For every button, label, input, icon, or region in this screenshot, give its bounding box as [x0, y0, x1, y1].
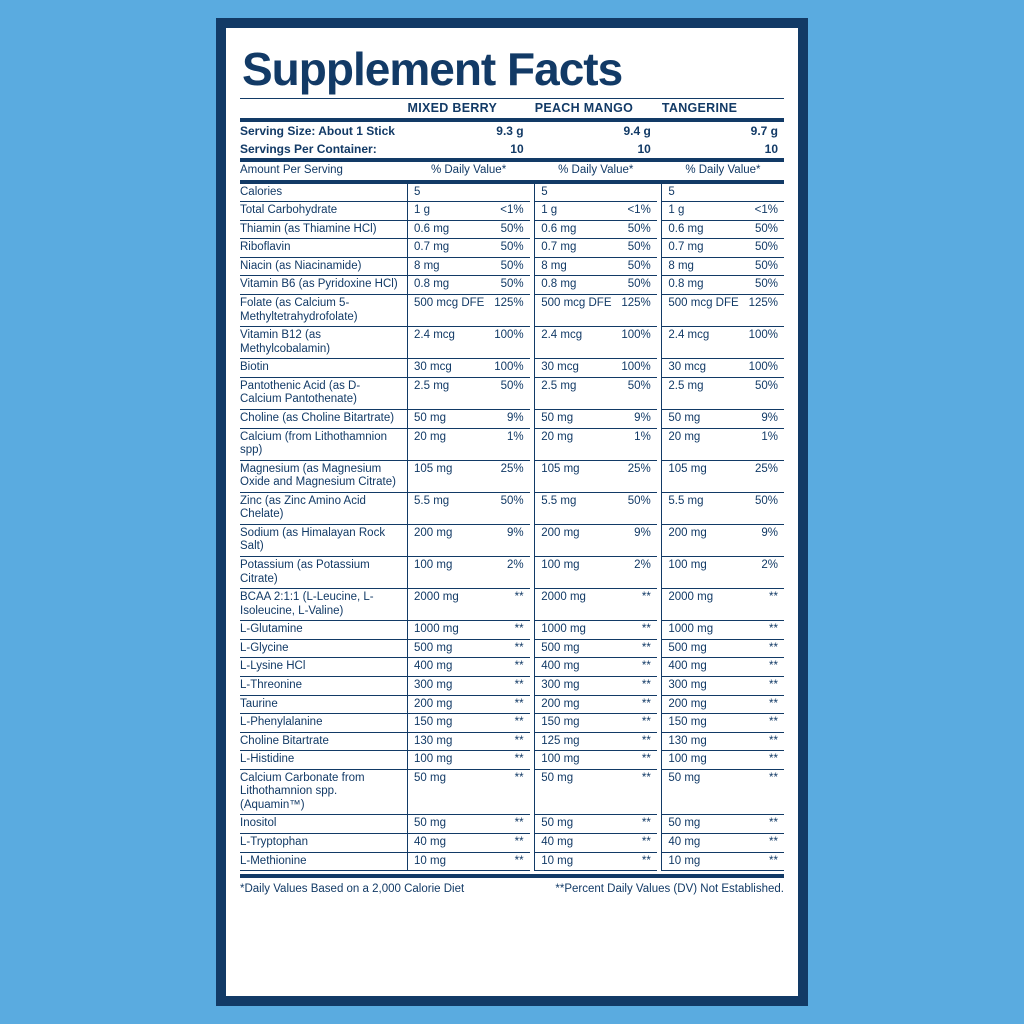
- nutrient-amount: 40 mg: [535, 834, 612, 853]
- nutrient-amount: 50 mg: [408, 769, 485, 815]
- nutrient-daily-value: 2%: [739, 557, 784, 589]
- table-row: [240, 295, 784, 327]
- nutrient-amount: 50 mg: [535, 769, 612, 815]
- nutrient-daily-value: **: [612, 834, 657, 853]
- nutrient-daily-value: 50%: [739, 276, 784, 295]
- nutrient-amount: 1 g: [662, 202, 739, 221]
- nutrient-daily-value: **: [739, 639, 784, 658]
- nutrient-amount: 0.7 mg: [408, 239, 485, 258]
- nutrient-daily-value: **: [612, 751, 657, 770]
- nutrient-amount: 0.8 mg: [535, 276, 612, 295]
- nutrient-daily-value: 1%: [484, 428, 529, 460]
- footnote-daily-value: *Daily Values Based on a 2,000 Calorie Diet: [240, 883, 465, 896]
- table-row: [240, 589, 784, 621]
- nutrient-amount: 1000 mg: [535, 621, 612, 640]
- nutrient-amount: 0.6 mg: [662, 220, 739, 239]
- nutrient-daily-value: 50%: [484, 220, 529, 239]
- nutrient-name: Pantothenic Acid (as D-Calcium Pantothenate): [240, 377, 408, 409]
- nutrient-amount: 200 mg: [662, 695, 739, 714]
- nutrient-amount: 8 mg: [535, 257, 612, 276]
- nutrient-daily-value: [484, 184, 529, 202]
- nutrient-amount: 200 mg: [535, 524, 612, 556]
- page-title: Supplement Facts: [242, 43, 623, 95]
- nutrient-name: Calories: [240, 184, 408, 202]
- nutrient-amount: 2.5 mg: [662, 377, 739, 409]
- nutrient-daily-value: 2%: [484, 557, 529, 589]
- nutrient-amount: 10 mg: [662, 852, 739, 871]
- nutrient-daily-value: 125%: [484, 295, 529, 327]
- nutrient-amount: 400 mg: [662, 658, 739, 677]
- nutrient-name: Folate (as Calcium 5-Methyltetrahydrofolate): [240, 295, 408, 327]
- nutrient-name: Niacin (as Niacinamide): [240, 257, 408, 276]
- nutrient-amount: 5.5 mg: [408, 492, 485, 524]
- dv-header-tangerine: % Daily Value*: [685, 164, 761, 177]
- serving-size-value-tangerine: 9.7 g: [750, 123, 778, 138]
- nutrient-daily-value: 9%: [739, 409, 784, 428]
- nutrient-amount: 400 mg: [408, 658, 485, 677]
- flavor-header-mixed-berry: MIXED BERRY: [407, 101, 498, 115]
- nutrient-daily-value: 50%: [484, 377, 529, 409]
- nutrient-daily-value: 100%: [612, 359, 657, 378]
- nutrient-daily-value: **: [612, 639, 657, 658]
- nutrient-amount: 130 mg: [408, 732, 485, 751]
- nutrient-amount: 20 mg: [535, 428, 612, 460]
- nutrient-amount: 500 mg: [408, 639, 485, 658]
- nutrient-amount: 130 mg: [662, 732, 739, 751]
- nutrient-name: L-Histidine: [240, 751, 408, 770]
- servings-value-tangerine: 10: [764, 141, 778, 156]
- nutrient-amount: 5: [408, 184, 485, 202]
- nutrient-amount: 500 mg: [662, 639, 739, 658]
- serving-size-label: Serving Size: About 1 Stick: [240, 123, 395, 138]
- nutrient-amount: 1 g: [408, 202, 485, 221]
- servings-value-mixed-berry: 10: [510, 141, 524, 156]
- nutrient-amount: 2000 mg: [408, 589, 485, 621]
- nutrient-amount: 2000 mg: [535, 589, 612, 621]
- nutrient-amount: 400 mg: [535, 658, 612, 677]
- nutrient-daily-value: **: [484, 621, 529, 640]
- nutrient-name: Potassium (as Potassium Citrate): [240, 557, 408, 589]
- nutrient-daily-value: **: [484, 751, 529, 770]
- nutrient-amount: 100 mg: [535, 751, 612, 770]
- nutrient-name: L-Tryptophan: [240, 834, 408, 853]
- nutrient-name: Zinc (as Zinc Amino Acid Chelate): [240, 492, 408, 524]
- nutrient-daily-value: 50%: [612, 257, 657, 276]
- nutrient-daily-value: **: [739, 751, 784, 770]
- nutrient-name: Total Carbohydrate: [240, 202, 408, 221]
- nutrient-amount: 100 mg: [662, 751, 739, 770]
- nutrient-name: Magnesium (as Magnesium Oxide and Magnesium Citrate): [240, 460, 408, 492]
- nutrient-amount: 0.6 mg: [408, 220, 485, 239]
- nutrient-daily-value: 9%: [484, 409, 529, 428]
- nutrient-name: L-Methionine: [240, 852, 408, 871]
- nutrient-daily-value: 100%: [484, 327, 529, 359]
- table-row: [240, 327, 784, 359]
- nutrient-amount: 20 mg: [662, 428, 739, 460]
- nutrient-daily-value: **: [612, 732, 657, 751]
- nutrient-name: L-Phenylalanine: [240, 714, 408, 733]
- nutrient-amount: 0.8 mg: [408, 276, 485, 295]
- nutrient-amount: 50 mg: [662, 409, 739, 428]
- nutrient-daily-value: **: [739, 852, 784, 871]
- nutrient-amount: 100 mg: [408, 751, 485, 770]
- table-row: [240, 359, 784, 378]
- nutrient-daily-value: **: [739, 676, 784, 695]
- nutrient-amount: 300 mg: [662, 676, 739, 695]
- nutrient-daily-value: 2%: [612, 557, 657, 589]
- servings-per-container-label: Servings Per Container:: [240, 141, 377, 156]
- nutrient-name: L-Threonine: [240, 676, 408, 695]
- nutrient-amount: 8 mg: [662, 257, 739, 276]
- nutrient-amount: 100 mg: [535, 557, 612, 589]
- flavor-header-row: [240, 99, 784, 118]
- table-row: [240, 428, 784, 460]
- nutrient-daily-value: 1%: [739, 428, 784, 460]
- nutrient-amount: 2.5 mg: [408, 377, 485, 409]
- nutrient-daily-value: **: [739, 621, 784, 640]
- label-border-frame: [216, 18, 808, 1006]
- nutrient-daily-value: **: [739, 695, 784, 714]
- nutrient-amount: 500 mcg DFE: [408, 295, 485, 327]
- nutrient-daily-value: **: [739, 769, 784, 815]
- nutrient-amount: 2.4 mcg: [662, 327, 739, 359]
- table-row: [240, 276, 784, 295]
- nutrient-amount: 300 mg: [408, 676, 485, 695]
- nutrient-daily-value: 50%: [612, 220, 657, 239]
- nutrient-daily-value: <1%: [484, 202, 529, 221]
- nutrient-daily-value: **: [739, 658, 784, 677]
- nutrient-daily-value: 50%: [739, 257, 784, 276]
- nutrient-daily-value: **: [739, 834, 784, 853]
- nutrient-daily-value: 50%: [484, 492, 529, 524]
- nutrient-amount: 2000 mg: [662, 589, 739, 621]
- nutrient-daily-value: 50%: [484, 257, 529, 276]
- table-row: [240, 815, 784, 834]
- nutrient-amount: 5: [535, 184, 612, 202]
- nutrient-daily-value: 9%: [739, 524, 784, 556]
- nutrient-amount: 0.8 mg: [662, 276, 739, 295]
- table-row: [240, 621, 784, 640]
- nutrient-daily-value: 100%: [739, 359, 784, 378]
- nutrient-amount: 105 mg: [662, 460, 739, 492]
- nutrient-amount: 105 mg: [535, 460, 612, 492]
- nutrient-daily-value: [739, 184, 784, 202]
- nutrient-amount: 50 mg: [535, 409, 612, 428]
- nutrient-name: Calcium Carbonate from Lithothamnion spp. (Aquamin™): [240, 769, 408, 815]
- nutrient-daily-value: **: [484, 639, 529, 658]
- nutrient-daily-value: [612, 184, 657, 202]
- nutrient-amount: 125 mg: [535, 732, 612, 751]
- nutrient-daily-value: **: [739, 815, 784, 834]
- nutrient-amount: 8 mg: [408, 257, 485, 276]
- nutrient-name: L-Glutamine: [240, 621, 408, 640]
- footnote-dv-not-established: **Percent Daily Values (DV) Not Established.: [555, 883, 784, 896]
- nutrient-name: Calcium (from Lithothamnion spp): [240, 428, 408, 460]
- nutrient-name: L-Glycine: [240, 639, 408, 658]
- nutrient-daily-value: **: [484, 852, 529, 871]
- nutrient-daily-value: 50%: [612, 239, 657, 258]
- nutrient-name: Sodium (as Himalayan Rock Salt): [240, 524, 408, 556]
- nutrient-daily-value: **: [612, 852, 657, 871]
- nutrient-daily-value: 25%: [612, 460, 657, 492]
- nutrient-amount: 10 mg: [535, 852, 612, 871]
- dv-header-mixed-berry: % Daily Value*: [430, 164, 507, 177]
- nutrient-daily-value: 125%: [739, 295, 784, 327]
- nutrient-amount: 1 g: [535, 202, 612, 221]
- nutrient-amount: 5: [662, 184, 739, 202]
- nutrient-daily-value: **: [484, 695, 529, 714]
- nutrient-amount: 40 mg: [408, 834, 485, 853]
- nutrient-daily-value: 50%: [739, 492, 784, 524]
- table-row: [240, 658, 784, 677]
- nutrient-amount: 1000 mg: [662, 621, 739, 640]
- table-row: [240, 852, 784, 871]
- nutrient-daily-value: **: [484, 834, 529, 853]
- nutrient-amount: 30 mcg: [408, 359, 485, 378]
- nutrient-name: L-Lysine HCl: [240, 658, 408, 677]
- table-row: [240, 377, 784, 409]
- serving-size-row: [240, 122, 784, 140]
- nutrient-amount: 500 mcg DFE: [535, 295, 612, 327]
- nutrient-amount: 50 mg: [408, 815, 485, 834]
- servings-per-container-row: [240, 140, 784, 158]
- nutrient-daily-value: 50%: [484, 239, 529, 258]
- nutrient-amount: 200 mg: [662, 524, 739, 556]
- serving-size-value-mixed-berry: 9.3 g: [496, 123, 524, 138]
- nutrient-daily-value: 9%: [484, 524, 529, 556]
- table-row: [240, 695, 784, 714]
- nutrient-name: Thiamin (as Thiamine HCl): [240, 220, 408, 239]
- servings-value-peach-mango: 10: [637, 141, 651, 156]
- table-row: [240, 239, 784, 258]
- flavor-header-peach-mango: PEACH MANGO: [534, 101, 634, 115]
- nutrient-amount: 2.4 mcg: [535, 327, 612, 359]
- nutrient-daily-value: 125%: [612, 295, 657, 327]
- nutrient-name: Vitamin B6 (as Pyridoxine HCl): [240, 276, 408, 295]
- nutrient-name: Biotin: [240, 359, 408, 378]
- nutrient-name: Taurine: [240, 695, 408, 714]
- nutrient-daily-value: **: [612, 714, 657, 733]
- nutrient-amount: 5.5 mg: [662, 492, 739, 524]
- nutrient-daily-value: **: [612, 769, 657, 815]
- nutrient-amount: 40 mg: [662, 834, 739, 853]
- flavor-header-tangerine: TANGERINE: [661, 101, 738, 115]
- nutrient-daily-value: 1%: [612, 428, 657, 460]
- table-row: [240, 732, 784, 751]
- nutrient-daily-value: 50%: [739, 220, 784, 239]
- nutrient-daily-value: **: [739, 714, 784, 733]
- facts-table: [240, 99, 784, 871]
- nutrient-amount: 150 mg: [535, 714, 612, 733]
- nutrient-daily-value: **: [739, 589, 784, 621]
- table-row: [240, 557, 784, 589]
- nutrient-amount: 1000 mg: [408, 621, 485, 640]
- nutrient-name: Choline Bitartrate: [240, 732, 408, 751]
- flavor-header-spacer: [240, 99, 408, 118]
- nutrient-daily-value: **: [484, 676, 529, 695]
- nutrient-amount: 50 mg: [535, 815, 612, 834]
- nutrient-amount: 500 mcg DFE: [662, 295, 739, 327]
- table-row: [240, 184, 784, 202]
- nutrient-amount: 300 mg: [535, 676, 612, 695]
- nutrient-daily-value: **: [612, 815, 657, 834]
- nutrient-daily-value: **: [484, 769, 529, 815]
- table-row: [240, 769, 784, 815]
- table-row: [240, 492, 784, 524]
- table-row: [240, 751, 784, 770]
- nutrient-daily-value: **: [484, 732, 529, 751]
- nutrient-daily-value: **: [612, 621, 657, 640]
- nutrient-amount: 150 mg: [408, 714, 485, 733]
- nutrient-amount: 20 mg: [408, 428, 485, 460]
- nutrient-rows: [240, 184, 784, 871]
- nutrient-daily-value: 50%: [484, 276, 529, 295]
- nutrient-daily-value: 50%: [739, 239, 784, 258]
- nutrient-name: BCAA 2:1:1 (L-Leucine, L-Isoleucine, L-Valine): [240, 589, 408, 621]
- nutrient-daily-value: 25%: [484, 460, 529, 492]
- table-row: [240, 202, 784, 221]
- nutrient-name: Choline (as Choline Bitartrate): [240, 409, 408, 428]
- nutrient-daily-value: 9%: [612, 409, 657, 428]
- nutrient-daily-value: **: [484, 815, 529, 834]
- nutrient-amount: 500 mg: [535, 639, 612, 658]
- nutrient-daily-value: 50%: [739, 377, 784, 409]
- nutrient-amount: 30 mcg: [535, 359, 612, 378]
- nutrient-daily-value: 50%: [612, 377, 657, 409]
- table-row: [240, 257, 784, 276]
- table-row: [240, 639, 784, 658]
- nutrient-amount: 0.6 mg: [535, 220, 612, 239]
- nutrient-daily-value: **: [484, 714, 529, 733]
- nutrient-daily-value: **: [612, 658, 657, 677]
- nutrient-name: Inositol: [240, 815, 408, 834]
- nutrient-amount: 200 mg: [408, 695, 485, 714]
- nutrient-amount: 0.7 mg: [662, 239, 739, 258]
- nutrient-daily-value: <1%: [612, 202, 657, 221]
- table-row: [240, 524, 784, 556]
- nutrient-amount: 0.7 mg: [535, 239, 612, 258]
- nutrient-amount: 50 mg: [662, 815, 739, 834]
- nutrient-daily-value: **: [739, 732, 784, 751]
- nutrient-daily-value: 25%: [739, 460, 784, 492]
- nutrient-amount: 100 mg: [408, 557, 485, 589]
- nutrient-daily-value: <1%: [739, 202, 784, 221]
- nutrient-amount: 30 mcg: [662, 359, 739, 378]
- nutrient-amount: 50 mg: [662, 769, 739, 815]
- amount-per-serving-row: [240, 162, 784, 180]
- table-row: [240, 676, 784, 695]
- nutrient-amount: 2.4 mcg: [408, 327, 485, 359]
- serving-size-value-peach-mango: 9.4 g: [623, 123, 651, 138]
- nutrient-name: Vitamin B12 (as Methylcobalamin): [240, 327, 408, 359]
- nutrient-amount: 50 mg: [408, 409, 485, 428]
- nutrient-amount: 200 mg: [535, 695, 612, 714]
- nutrient-daily-value: **: [612, 695, 657, 714]
- supplement-facts-panel: [226, 28, 798, 996]
- nutrient-daily-value: 50%: [612, 492, 657, 524]
- table-row: [240, 834, 784, 853]
- nutrient-name: Riboflavin: [240, 239, 408, 258]
- table-row: [240, 220, 784, 239]
- nutrient-daily-value: 100%: [739, 327, 784, 359]
- table-row: [240, 409, 784, 428]
- nutrient-daily-value: **: [484, 658, 529, 677]
- amount-per-serving-label: Amount Per Serving: [240, 164, 343, 177]
- footnotes: [240, 878, 784, 895]
- table-row: [240, 714, 784, 733]
- nutrient-daily-value: **: [484, 589, 529, 621]
- nutrient-amount: 100 mg: [662, 557, 739, 589]
- nutrient-daily-value: 100%: [612, 327, 657, 359]
- nutrient-daily-value: **: [612, 676, 657, 695]
- nutrient-daily-value: 50%: [612, 276, 657, 295]
- table-row: [240, 460, 784, 492]
- nutrient-amount: 10 mg: [408, 852, 485, 871]
- nutrient-amount: 150 mg: [662, 714, 739, 733]
- dv-header-peach-mango: % Daily Value*: [558, 164, 634, 177]
- nutrient-amount: 105 mg: [408, 460, 485, 492]
- nutrient-daily-value: 100%: [484, 359, 529, 378]
- nutrient-daily-value: **: [612, 589, 657, 621]
- nutrient-amount: 200 mg: [408, 524, 485, 556]
- nutrient-amount: 5.5 mg: [535, 492, 612, 524]
- nutrient-daily-value: 9%: [612, 524, 657, 556]
- nutrient-amount: 2.5 mg: [535, 377, 612, 409]
